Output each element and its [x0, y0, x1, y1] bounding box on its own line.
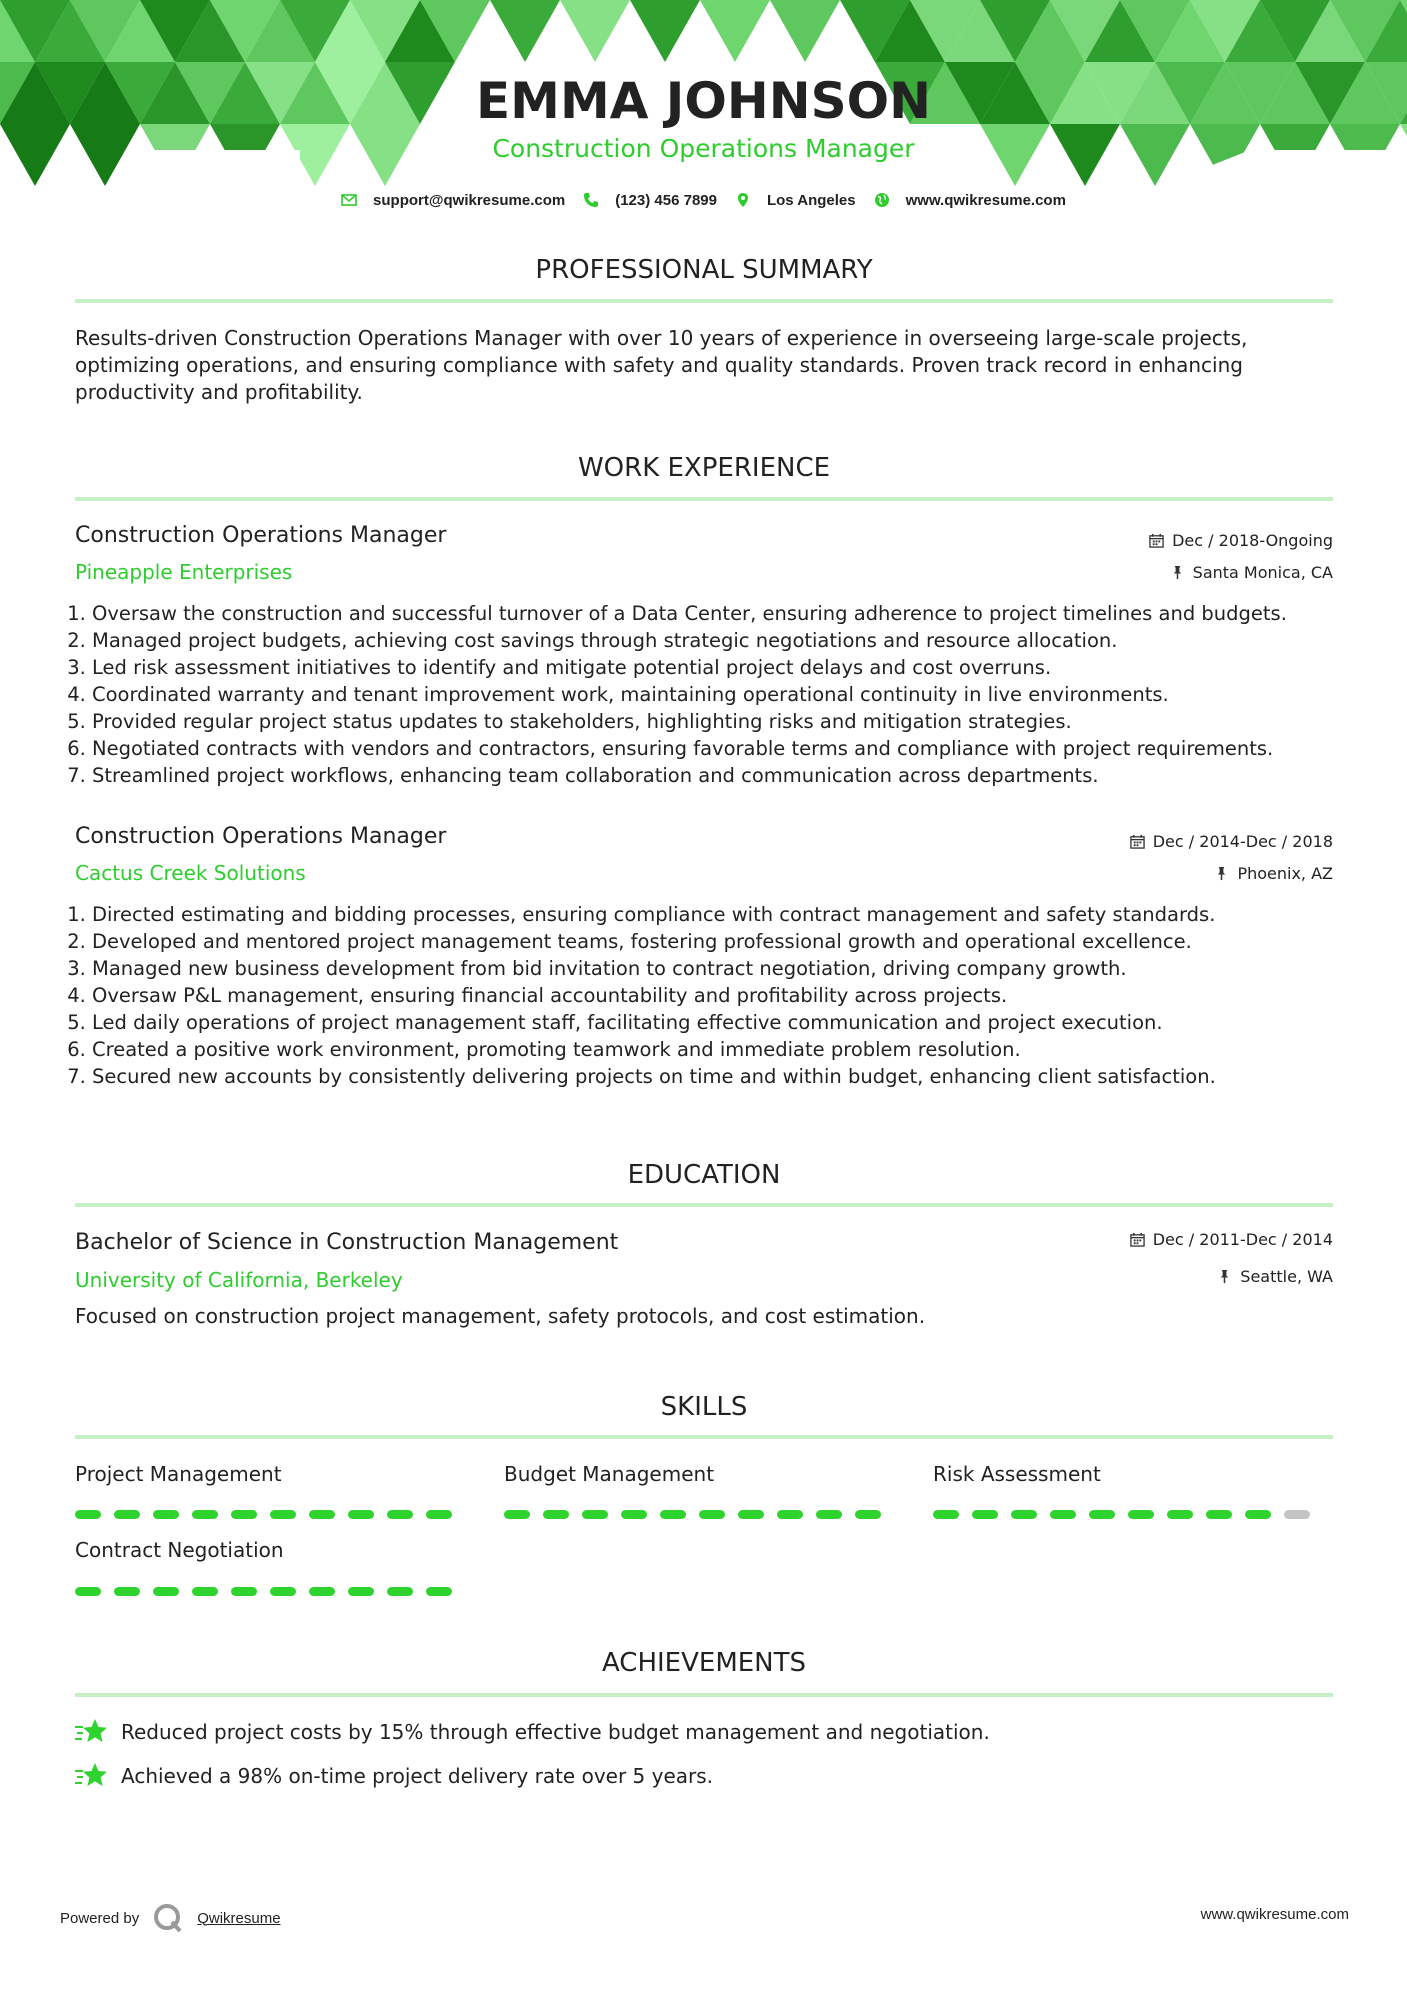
qwikresume-link[interactable]: Qwikresume	[197, 1909, 281, 1927]
skill-dash-filled	[1089, 1510, 1115, 1519]
skill-dash-filled	[348, 1510, 374, 1519]
achievement-item	[75, 1717, 990, 1747]
list-item: 6. Negotiated contracts with vendors and contractors, ensuring favorable terms and compliance with project requirements.	[92, 735, 1382, 762]
skill-dash-filled	[1050, 1510, 1076, 1519]
achievements-divider	[75, 1693, 1333, 1697]
skill-dash-filled	[114, 1587, 140, 1596]
calendar-icon	[1149, 533, 1164, 548]
education-heading: EDUCATION	[627, 1160, 781, 1190]
contact-location-text: Los Angeles	[766, 191, 856, 209]
pushpin-icon	[1217, 1269, 1232, 1284]
education-dates-text: Dec / 2011-Dec / 2014	[1152, 1230, 1333, 1249]
header-triangle-tile	[630, 0, 700, 62]
list-item: 5. Provided regular project status updates to stakeholders, highlighting risks and mitigation strategies.	[92, 708, 1382, 735]
list-item: 1. Directed estimating and bidding processes, ensuring compliance with contract management and safety standards.	[92, 901, 1382, 928]
skill-dash-filled	[1011, 1510, 1037, 1519]
skill-name: Budget Management	[504, 1462, 715, 1486]
skill-dash-filled	[777, 1510, 803, 1519]
achievement-text: Achieved a 98% on-time project delivery rate over 5 years.	[121, 1764, 714, 1788]
job-duties-list	[68, 901, 1382, 1090]
star-icon	[75, 1717, 107, 1747]
envelope-icon	[341, 192, 357, 208]
list-item: 2. Managed project budgets, achieving cost savings through strategic negotiations and resource allocation.	[92, 627, 1382, 654]
job-duties-list	[68, 600, 1382, 789]
skill-dash-filled	[426, 1587, 452, 1596]
skill-dash-filled	[855, 1510, 881, 1519]
contact-website-text: www.qwikresume.com	[905, 191, 1066, 209]
contact-phone-text: (123) 456 7899	[615, 191, 717, 209]
skill-dash-filled	[738, 1510, 764, 1519]
skill-dash-filled	[270, 1587, 296, 1596]
job-location-text: Phoenix, AZ	[1237, 864, 1333, 883]
school-name: University of California, Berkeley	[75, 1268, 403, 1292]
skill-dash-filled	[699, 1510, 725, 1519]
pushpin-icon	[1170, 565, 1185, 580]
skill-dash-filled	[231, 1510, 257, 1519]
list-item: 4. Coordinated warranty and tenant improvement work, maintaining operational continuity in live environments.	[92, 681, 1382, 708]
skill-dash-filled	[582, 1510, 608, 1519]
skill-dash-filled	[75, 1587, 101, 1596]
skills-divider	[75, 1435, 1333, 1439]
job-title: Construction Operations Manager	[75, 824, 447, 849]
skill-dash-filled	[816, 1510, 842, 1519]
contact-location	[735, 192, 856, 209]
pushpin-icon	[1214, 866, 1229, 881]
skill-dash-filled	[1128, 1510, 1154, 1519]
education-divider	[75, 1203, 1333, 1207]
skill-dash-filled	[1167, 1510, 1193, 1519]
education-location-text: Seattle, WA	[1240, 1267, 1333, 1286]
skill-name: Contract Negotiation	[75, 1538, 284, 1562]
header-triangle-tile	[770, 0, 840, 62]
skill-dash-filled	[348, 1587, 374, 1596]
phone-icon	[583, 192, 599, 208]
summary-heading: PROFESSIONAL SUMMARY	[535, 255, 873, 285]
footer-website[interactable]: www.qwikresume.com	[1200, 1906, 1349, 1923]
list-item: 2. Developed and mentored project management teams, fostering professional growth and operational excellence.	[92, 928, 1382, 955]
powered-by-label: Powered by	[60, 1909, 140, 1927]
summary-divider	[75, 299, 1333, 303]
job-location	[1170, 563, 1333, 582]
skill-dash-filled	[1245, 1510, 1271, 1519]
skill-name: Project Management	[75, 1462, 282, 1486]
map-pin-icon	[735, 192, 751, 208]
skill-dash-filled	[153, 1510, 179, 1519]
list-item: 3. Managed new business development from bid invitation to contract negotiation, driving company growth.	[92, 955, 1382, 982]
skill-dash-filled	[972, 1510, 998, 1519]
skill-dash-filled	[192, 1510, 218, 1519]
job-dates-text: Dec / 2018-Ongoing	[1172, 531, 1333, 550]
job-dates	[1130, 832, 1333, 851]
qwikresume-logo-icon	[153, 1903, 183, 1933]
experience-heading: WORK EXPERIENCE	[577, 453, 831, 483]
skill-dash-filled	[426, 1510, 452, 1519]
footer-powered-by	[60, 1903, 281, 1933]
list-item: 5. Led daily operations of project management staff, facilitating effective communication and project execution.	[92, 1009, 1382, 1036]
job-dates	[1149, 531, 1333, 550]
list-item: 6. Created a positive work environment, promoting teamwork and immediate problem resolution.	[92, 1036, 1382, 1063]
job-location	[1214, 864, 1333, 883]
globe-icon	[874, 192, 890, 208]
contact-email[interactable]	[341, 192, 565, 209]
candidate-role: Construction Operations Manager	[492, 134, 915, 163]
calendar-icon	[1130, 1232, 1145, 1247]
job-title: Construction Operations Manager	[75, 523, 447, 548]
skill-dash-filled	[309, 1587, 335, 1596]
skill-dash-filled	[504, 1510, 530, 1519]
skill-dash-filled	[75, 1510, 101, 1519]
skill-dash-filled	[309, 1510, 335, 1519]
skill-dash-empty	[1284, 1510, 1310, 1519]
degree-title: Bachelor of Science in Construction Management	[75, 1230, 619, 1255]
contact-website[interactable]	[874, 192, 1066, 209]
star-icon	[75, 1761, 107, 1791]
header-triangle-tile	[700, 0, 770, 62]
skill-dash-filled	[231, 1587, 257, 1596]
contact-email-text: support@qwikresume.com	[373, 191, 566, 209]
summary-text: Results-driven Construction Operations Manager with over 10 years of experience in overseeing large-scale projects, optimizing operations, and ensuring compliance with safety and quality standards. Proven track record in enhancing productivity and profitability.	[75, 326, 1248, 404]
job-location-text: Santa Monica, CA	[1192, 563, 1333, 582]
calendar-icon	[1130, 834, 1145, 849]
skill-dash-filled	[153, 1587, 179, 1596]
achievements-heading: ACHIEVEMENTS	[601, 1648, 807, 1678]
job-company: Cactus Creek Solutions	[75, 861, 306, 885]
skill-dash-filled	[621, 1510, 647, 1519]
list-item: 4. Oversaw P&L management, ensuring financial accountability and profitability across projects.	[92, 982, 1382, 1009]
skill-dash-filled	[933, 1510, 959, 1519]
education-dates	[1130, 1230, 1333, 1249]
candidate-name: EMMA JOHNSON	[476, 72, 931, 130]
skill-level-bar	[933, 1510, 1310, 1520]
experience-divider	[75, 497, 1333, 501]
list-item: 7. Secured new accounts by consistently delivering projects on time and within budget, enhancing client satisfaction.	[92, 1063, 1382, 1090]
header-triangle-tile	[560, 0, 630, 62]
skills-heading: SKILLS	[660, 1392, 748, 1422]
job-company: Pineapple Enterprises	[75, 560, 293, 584]
contact-phone[interactable]	[583, 192, 717, 209]
education-location	[1217, 1267, 1333, 1286]
skill-dash-filled	[270, 1510, 296, 1519]
skill-level-bar	[75, 1510, 452, 1520]
skill-level-bar	[504, 1510, 881, 1520]
skill-dash-filled	[1206, 1510, 1232, 1519]
list-item: 7. Streamlined project workflows, enhancing team collaboration and communication across departments.	[92, 762, 1382, 789]
list-item: 3. Led risk assessment initiatives to identify and mitigate potential project delays and cost overruns.	[92, 654, 1382, 681]
education-note: Focused on construction project management, safety protocols, and cost estimation.	[75, 1304, 926, 1328]
skill-name: Risk Assessment	[933, 1462, 1101, 1486]
skill-dash-filled	[543, 1510, 569, 1519]
achievement-text: Reduced project costs by 15% through effective budget management and negotiation.	[121, 1720, 990, 1744]
achievement-item	[75, 1761, 713, 1791]
header-triangle-tile	[490, 0, 560, 62]
skill-dash-filled	[387, 1510, 413, 1519]
skill-dash-filled	[114, 1510, 140, 1519]
skill-dash-filled	[387, 1587, 413, 1596]
skill-dash-filled	[660, 1510, 686, 1519]
skill-dash-filled	[192, 1587, 218, 1596]
job-dates-text: Dec / 2014-Dec / 2018	[1152, 832, 1333, 851]
contact-bar	[0, 188, 1407, 212]
list-item: 1. Oversaw the construction and successful turnover of a Data Center, ensuring adherence to project timelines and budgets.	[92, 600, 1382, 627]
skill-level-bar	[75, 1587, 452, 1597]
